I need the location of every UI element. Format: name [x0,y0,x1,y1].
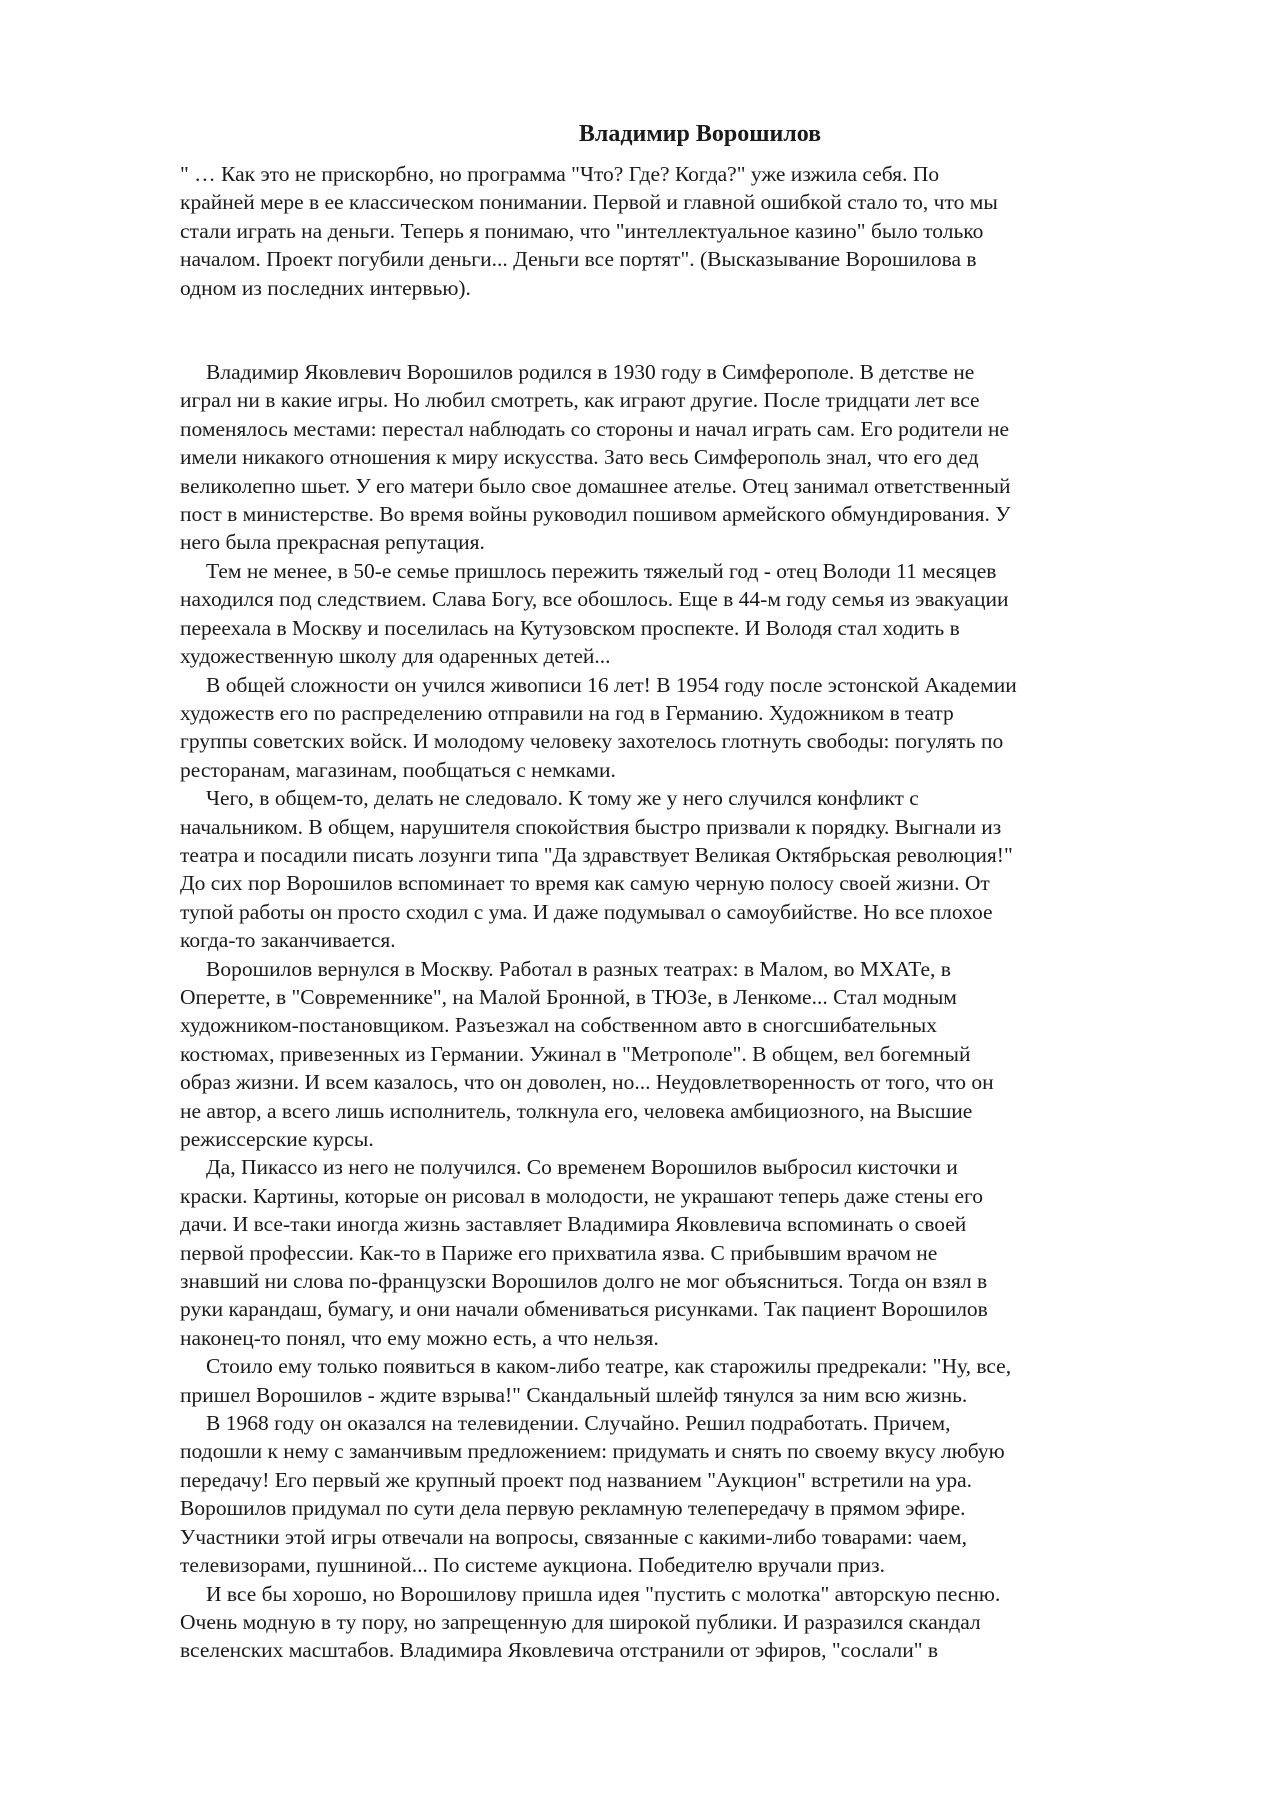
paragraph-line: Чего, в общем-то, делать не следовало. К тому же у него случился конфликт с [206,786,919,811]
paragraph-line: дачи. И все-таки иногда жизнь заставляет Владимира Яковлевича вспоминать о своей [180,1212,967,1237]
paragraph [180,671,1180,785]
paragraph-line: Тем не менее, в 50-е семье пришлось пережить тяжелый год - отец Володи 11 месяцев [206,558,997,583]
epigraph-line: " … Как это не прискорбно, но программа "Что? Где? Когда?" уже изжила себя. По [180,162,940,186]
paragraph-line: поменялось местами: перестал наблюдать со стороны и начал играть сам. Его родители не [180,416,1009,441]
paragraph-line: художником-постановщиком. Разъезжал на собственном авто в сногсшибательных [180,1013,937,1038]
paragraph-line: знавший ни слова по-французски Ворошилов долго не мог объясниться. Тогда он взял в [180,1269,988,1294]
paragraph-line: передачу! Его первый же крупный проект под названием "Аукцион" встретили на ура. [180,1467,972,1492]
paragraph-line: Да, Пикассо из него не получился. Со временем Ворошилов выбросил кисточки и [206,1155,958,1180]
article-body [180,358,1180,1665]
paragraph-line: В 1968 году он оказался на телевидении. Случайно. Решил подработать. Причем, [206,1411,951,1436]
paragraph [180,1580,1180,1665]
paragraph-line: художественную школу для одаренных детей... [180,644,611,669]
paragraph [180,1153,1180,1352]
paragraph-line: пост в министерстве. Во время войны руководил пошивом армейского обмундирования. У [180,502,1011,527]
paragraph-line: вселенских масштабов. Владимира Яковлевича отстранили от эфиров, "сослали" в [180,1638,939,1663]
epigraph-line: одном из последних интервью). [180,275,471,300]
paragraph-line: пришел Ворошилов - ждите взрыва!" Скандальный шлейф тянулся за ним всю жизнь. [180,1382,968,1407]
epigraph-line: стали играть на деньги. Теперь я понимаю, что "интеллектуальное казино" было только [180,218,984,243]
paragraph-line: тупой работы он просто сходил с ума. И даже подумывал о самоубийстве. Но все плохое [180,899,993,924]
document-title: Владимир Ворошилов [578,121,822,147]
paragraph-line: Очень модную в ту пору, но запрещенную для широкой публики. И разразился скандал [180,1609,981,1634]
paragraph-line: наконец-то понял, что ему можно есть, а что нельзя. [180,1325,659,1350]
paragraph [180,358,1180,557]
paragraph-line: подошли к нему с заманчивым предложением: придумать и снять по своему вкусу любую [180,1439,1005,1464]
paragraph-line: костюмах, привезенных из Германии. Ужинал в "Метрополе". В общем, вел богемный [180,1041,971,1066]
paragraph-line: Владимир Яковлевич Ворошилов родился в 1930 году в Симферополе. В детстве не [206,360,975,385]
paragraph-line: И все бы хорошо, но Ворошилову пришла идея "пустить с молотка" авторскую песню. [206,1581,1001,1606]
paragraph-line: образ жизни. И всем казалось, что он доволен, но... Неудовлетворенность от того, что он [180,1070,994,1095]
paragraph-line: играл ни в какие игры. Но любил смотреть, как играют другие. После тридцати лет все [180,388,980,413]
paragraph-line: начальником. В общем, нарушителя спокойствия быстро призвали к порядку. Выгнали из [180,814,1002,839]
paragraph-line: режиссерские курсы. [180,1127,374,1151]
paragraph-line: руки карандаш, бумагу, и они начали обмениваться рисунками. Так пациент Ворошилов [180,1297,988,1322]
paragraph-line: В общей сложности он учился живописи 16 лет! В 1954 году после эстонской Академии [206,672,1017,697]
paragraph-line: первой профессии. Как-то в Париже его прихватила язва. С прибывшим врачом не [180,1240,938,1265]
paragraph-line: художеств его по распределению отправили на год в Германию. Художником в театр [180,700,954,725]
paragraph-line: телевизорами, пушниной... По системе аукциона. Победителю вручали приз. [180,1553,886,1578]
paragraph [180,557,1180,671]
paragraph-line: Стоило ему только появиться в каком-либо театре, как старожилы предрекали: "Ну, все, [206,1354,1012,1379]
epigraph-line: крайней мере в ее классическом понимании. Первой и главной ошибкой стало то, что мы [180,190,998,215]
paragraph-line: группы советских войск. И молодому человеку захотелось глотнуть свободы: погулять по [180,729,1004,754]
paragraph-line: не автор, а всего лишь исполнитель, толкнула его, человека амбициозного, на Высшие [180,1098,973,1123]
paragraph [180,955,1180,1154]
paragraph-line: когда-то заканчивается. [180,928,396,953]
paragraph-line: него была прекрасная репутация. [180,530,485,555]
paragraph-line: Ворошилов придумал по сути дела первую рекламную телепередачу в прямом эфире. [180,1496,966,1521]
paragraph-line: Оперетте, в "Современнике", на Малой Бронной, в ТЮЗе, в Ленкоме... Стал модным [180,984,957,1009]
paragraph-line: До сих пор Ворошилов вспоминает то время как самую черную полосу своей жизни. От [180,871,990,896]
paragraph [180,1352,1180,1409]
paragraph-line: находился под следствием. Слава Богу, все обошлось. Еще в 44-м году семья из эвакуации [180,587,1009,612]
document-page [180,118,1180,1665]
epigraph-line: началом. Проект погубили деньги... Деньги все портят". (Высказывание Ворошилова в [180,247,977,272]
paragraph-line: имели никакого отношения к миру искусства. Зато весь Симферополь знал, что его дед [180,445,979,470]
paragraph-line: Участники этой игры отвечали на вопросы, связанные с какими-либо товарами: чаем, [180,1524,967,1549]
paragraph-line: краски. Картины, которые он рисовал в молодости, не украшают теперь даже стены его [180,1183,984,1208]
paragraph [180,1409,1180,1579]
paragraph-line: переехала в Москву и поселилась на Кутузовском проспекте. И Володя стал ходить в [180,615,960,640]
paragraph-line: Ворошилов вернулся в Москву. Работал в разных театрах: в Малом, во МХАТе, в [206,956,951,981]
epigraph-quote [180,160,1180,302]
paragraph-line: театра и посадили писать лозунги типа "Да здравствует Великая Октябрьская революция!" [180,842,1013,867]
paragraph-line: великолепно шьет. У его матери было свое домашнее ателье. Отец занимал ответственный [180,473,1011,498]
paragraph-line: ресторанам, магазинам, пообщаться с немками. [180,757,616,782]
paragraph [180,784,1180,954]
